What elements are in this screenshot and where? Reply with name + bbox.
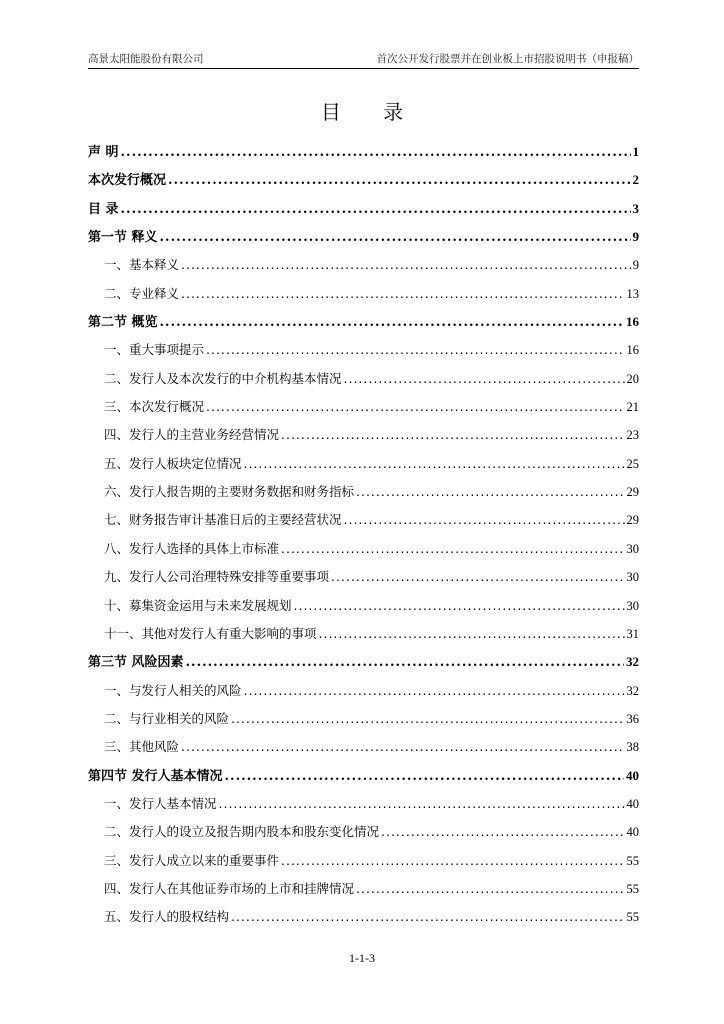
toc-dot-leader bbox=[331, 566, 624, 588]
toc-entry-label: 三、发行人成立以来的重要事件 bbox=[104, 852, 280, 868]
toc-dot-leader bbox=[121, 199, 631, 221]
toc-dot-leader bbox=[281, 538, 624, 560]
toc-entry-label: 三、本次发行概况 bbox=[104, 399, 205, 415]
header-company-name: 高景太阳能股份有限公司 bbox=[88, 53, 204, 65]
toc-section-entry[interactable] bbox=[88, 821, 639, 849]
toc-section-entry[interactable] bbox=[88, 368, 639, 396]
toc-entry-page: 40 bbox=[626, 825, 639, 840]
toc-section-entry[interactable] bbox=[88, 906, 639, 934]
toc-entry-page: 9 bbox=[632, 229, 639, 245]
toc-dot-leader bbox=[225, 766, 624, 788]
toc-entry-label: 一、与发行人相关的风险 bbox=[104, 682, 242, 698]
toc-chapter-entry[interactable] bbox=[88, 226, 639, 254]
toc-section-entry[interactable] bbox=[88, 396, 639, 424]
toc-dot-leader bbox=[181, 283, 624, 305]
page-number: 1-1-3 bbox=[349, 951, 375, 965]
toc-dot-leader bbox=[344, 368, 625, 390]
toc-entry-label: 三、其他风险 bbox=[104, 739, 180, 755]
toc-entry-page: 55 bbox=[626, 853, 639, 868]
toc-entry-label: 五、发行人板块定位情况 bbox=[104, 455, 242, 471]
toc-chapter-entry[interactable] bbox=[88, 651, 639, 679]
toc-dot-leader bbox=[219, 793, 625, 815]
toc-dot-leader bbox=[181, 736, 624, 758]
toc-entry-page: 55 bbox=[626, 910, 639, 925]
toc-entry-page: 40 bbox=[626, 767, 639, 783]
toc-entry-page: 16 bbox=[626, 314, 639, 330]
toc-dot-leader bbox=[319, 623, 625, 645]
toc-entry-label: 十、募集资金运用与未来发展规划 bbox=[104, 597, 292, 613]
toc-entry-label: 第三节 风险因素 bbox=[88, 655, 184, 671]
toc-dot-leader bbox=[181, 254, 631, 276]
toc-section-entry[interactable] bbox=[88, 595, 639, 623]
toc-section-entry[interactable] bbox=[88, 538, 639, 566]
toc-section-entry[interactable] bbox=[88, 509, 639, 537]
toc-section-entry[interactable] bbox=[88, 339, 639, 367]
toc-entry-label: 六、发行人报告期的主要财务数据和财务指标 bbox=[104, 484, 355, 500]
toc-entry-page: 32 bbox=[626, 654, 639, 670]
toc-dot-leader bbox=[168, 170, 630, 192]
toc-entry-label: 八、发行人选择的具体上市标准 bbox=[104, 540, 280, 556]
toc-section-entry[interactable] bbox=[88, 566, 639, 594]
toc-dot-leader bbox=[281, 850, 624, 872]
toc-chapter-entry[interactable] bbox=[88, 169, 639, 197]
toc-entry-label: 第二节 概览 bbox=[88, 315, 158, 331]
toc-dot-leader bbox=[206, 339, 624, 361]
toc-entry-label: 七、财务报告审计基准日后的主要经营状况 bbox=[104, 512, 342, 528]
toc-entry-page: 29 bbox=[626, 513, 639, 528]
toc-entry-page: 30 bbox=[626, 541, 639, 556]
toc-entry-page: 36 bbox=[626, 711, 639, 726]
toc-entry-label: 二、发行人的设立及报告期内股本和股东变化情况 bbox=[104, 824, 380, 840]
toc-entry-label: 二、发行人及本次发行的中介机构基本情况 bbox=[104, 370, 342, 386]
toc-entry-label: 声 明 bbox=[88, 145, 119, 160]
toc-entry-label: 二、专业释义 bbox=[104, 285, 180, 301]
toc-section-entry[interactable] bbox=[88, 481, 639, 509]
toc-dot-leader bbox=[294, 595, 625, 617]
toc-entry-label: 目 录 bbox=[88, 201, 119, 217]
toc-entry-page: 38 bbox=[626, 740, 639, 755]
toc-entry-label: 五、发行人的股权结构 bbox=[104, 909, 230, 925]
toc-entry-label: 一、重大事项提示 bbox=[104, 342, 205, 358]
toc-entry-label: 第四节 发行人基本情况 bbox=[88, 768, 223, 784]
toc-dot-leader bbox=[344, 509, 625, 531]
toc-chapter-entry[interactable] bbox=[88, 141, 639, 169]
toc-entry-page: 25 bbox=[626, 456, 639, 471]
toc-dot-leader bbox=[381, 821, 624, 843]
toc-entry-label: 二、与行业相关的风险 bbox=[104, 710, 230, 726]
toc-entry-page: 2 bbox=[632, 172, 639, 188]
toc-section-entry[interactable] bbox=[88, 878, 639, 906]
header-document-title: 首次公开发行股票并在创业板上市招股说明书（申报稿） bbox=[376, 53, 639, 65]
toc-dot-leader bbox=[281, 424, 624, 446]
toc-dot-leader bbox=[244, 453, 625, 475]
page-header bbox=[88, 48, 639, 69]
toc-dot-leader bbox=[160, 312, 624, 334]
toc-chapter-entry[interactable] bbox=[88, 198, 639, 226]
toc-section-entry[interactable] bbox=[88, 680, 639, 708]
toc-section-entry[interactable] bbox=[88, 793, 639, 821]
toc-entry-label: 四、发行人的主营业务经营情况 bbox=[104, 427, 280, 443]
toc-entry-page: 55 bbox=[626, 881, 639, 896]
toc-entry-label: 九、发行人公司治理特殊安排等重要事项 bbox=[104, 569, 330, 585]
toc-entry-page: 20 bbox=[626, 371, 639, 386]
toc-entry-page: 21 bbox=[626, 400, 639, 415]
toc-section-entry[interactable] bbox=[88, 736, 639, 764]
toc-dot-leader bbox=[231, 906, 624, 928]
toc-entry-label: 十一、其他对发行人有重大影响的事项 bbox=[104, 625, 317, 641]
toc-entry-page: 29 bbox=[626, 485, 639, 500]
toc-dot-leader bbox=[121, 142, 631, 164]
toc-entry-page: 30 bbox=[626, 570, 639, 585]
toc-dot-leader bbox=[186, 652, 624, 674]
toc-entry-page: 31 bbox=[626, 626, 639, 641]
table-of-contents bbox=[88, 141, 639, 935]
toc-entry-label: 一、发行人基本情况 bbox=[104, 795, 217, 811]
toc-section-entry[interactable] bbox=[88, 623, 639, 651]
toc-dot-leader bbox=[206, 396, 624, 418]
toc-section-entry[interactable] bbox=[88, 424, 639, 452]
toc-entry-page: 3 bbox=[632, 200, 639, 216]
toc-entry-page: 9 bbox=[632, 258, 639, 273]
toc-entry-page: 13 bbox=[626, 286, 639, 301]
toc-dot-leader bbox=[231, 708, 624, 730]
toc-section-entry[interactable] bbox=[88, 283, 639, 311]
toc-entry-label: 本次发行概况 bbox=[88, 173, 167, 189]
toc-dot-leader bbox=[244, 680, 625, 702]
toc-section-entry[interactable] bbox=[88, 850, 639, 878]
toc-dot-leader bbox=[160, 227, 631, 249]
toc-entry-label: 四、发行人在其他证券市场的上市和挂牌情况 bbox=[104, 880, 355, 896]
toc-entry-page: 16 bbox=[626, 343, 639, 358]
toc-section-entry[interactable] bbox=[88, 254, 639, 282]
toc-entry-label: 第一节 释义 bbox=[88, 230, 158, 246]
toc-dot-leader bbox=[356, 878, 624, 900]
toc-entry-page: 1 bbox=[632, 144, 639, 159]
toc-entry-page: 23 bbox=[626, 428, 639, 443]
toc-entry-page: 30 bbox=[626, 598, 639, 613]
toc-chapter-entry[interactable] bbox=[88, 765, 639, 793]
toc-title: 目 录 bbox=[320, 100, 422, 124]
toc-entry-page: 40 bbox=[626, 796, 639, 811]
toc-chapter-entry[interactable] bbox=[88, 311, 639, 339]
toc-dot-leader bbox=[356, 481, 624, 503]
toc-section-entry[interactable] bbox=[88, 453, 639, 481]
toc-section-entry[interactable] bbox=[88, 708, 639, 736]
toc-entry-page: 32 bbox=[626, 683, 639, 698]
toc-entry-label: 一、基本释义 bbox=[104, 257, 180, 273]
